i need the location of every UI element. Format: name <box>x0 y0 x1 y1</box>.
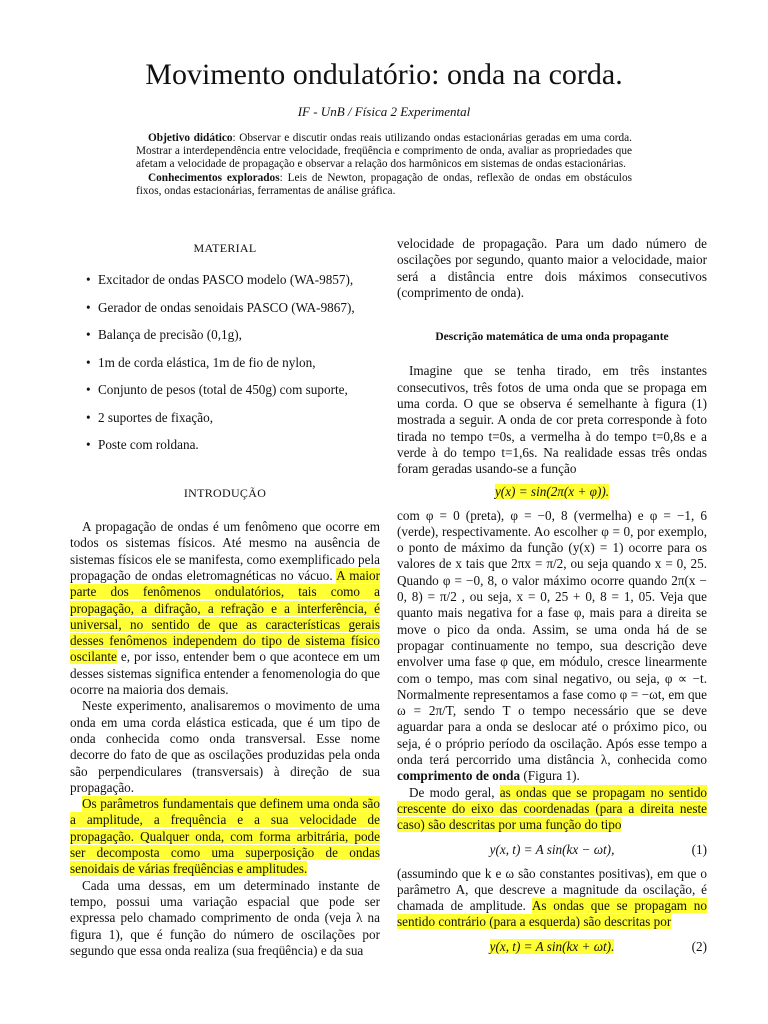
subsection-heading: Descrição matemática de uma onda propagante <box>435 331 669 344</box>
math-p4-text: (assumindo que k e ω são constantes positivas), em que o parâmetro A, que descreve a magnitude da oscilação, é chamada de amplitude. <box>397 865 707 914</box>
equation-1-text: y(x, t) = A sin(kx − ωt), <box>489 841 615 857</box>
list-item: • Excitador de ondas PASCO modelo (WA-9857), <box>70 272 380 300</box>
objective-paragraph <box>136 132 632 172</box>
math-paragraph-3 <box>397 785 707 834</box>
left-column <box>70 236 380 959</box>
list-item: • Poste com roldana. <box>70 437 380 465</box>
equation-1-number: (1) <box>691 841 707 857</box>
intro-p1-end: e, por isso, entender bem o que acontece em um desses sistemas significa entender a fenomenologia do que ocorre na maioria dos demais. <box>70 649 380 698</box>
math-paragraph-4 <box>397 866 707 931</box>
section-heading-material: MATERIAL <box>193 241 257 255</box>
equation-2-number: (2) <box>691 938 707 954</box>
math-p2-text: com φ = 0 (preta), φ = −0, 8 (vermelha) e φ = −1, 6 (verde), respectivamente. Ao escolher φ = 0, por exemplo, o ponto de máximo da função (y(x) = 1) ocorre para os valores de x tais que 2πx = π/2, ou seja quando x = 0, 25. Quando φ = −0, 8, o valor máximo ocorre quando 2π(x − 0, 8) = π/2 , ou seja, x = 0, 25 + 0, 8 = 1, 05. Veja que quanto mais negativa for a fase φ, mais para a direita se move o pico da onda. Assim, se uma onda há de se propagar continuamente no tempo, sua descrição deve envolver uma fase φ que, em módulo, cresce linearmente com o tempo, mas com sinal negativo, ou seja, φ ∝ −t. Normalmente representamos a fase como φ = −ωt, em que ω = 2π/T, sendo T o tempo necessário que se deve aguardar para a onda se deslocar até o próximo pico, ou seja, é o próprio período da oscilação. Após esse tempo a onda terá percorrido uma distância λ, conhecida como <box>397 507 707 768</box>
abstract <box>136 132 632 198</box>
equation-2 <box>397 937 707 957</box>
list-item: • 2 suportes de fixação, <box>70 410 380 438</box>
material-list <box>70 272 380 465</box>
intro-paragraph-3 <box>70 796 380 877</box>
math-p2-end: (Figura 1). <box>523 768 580 784</box>
list-item: • 1m de corda elástica, 1m de fio de nylon, <box>70 355 380 383</box>
objective-label: Objetivo didático <box>148 132 233 144</box>
intro-paragraph-4: Cada uma dessas, em um determinado instante de tempo, possui uma variação espacial que pode ser expressa pelo chamado comprimento de onda (veja λ na figura 1), que é função do número de oscilações por segundo que essa onda realiza (sua freqüência) e da sua <box>70 877 380 958</box>
right-column <box>397 236 707 957</box>
knowledge-paragraph <box>136 172 632 198</box>
list-item: • Balança de precisão (0,1g), <box>70 327 380 355</box>
intro-p3-highlight: Os parâmetros fundamentais que definem uma onda são a amplitude, a frequência e a sua velocidade de propagação. Qualquer onda, com forma arbitrária, pode ser decomposta como uma superposição de ondas senoidais de várias freqüências e amplitudes. <box>70 796 380 877</box>
term-comprimento-de-onda: comprimento de onda <box>397 768 521 784</box>
equation-2-text: y(x, t) = A sin(kx + ωt). <box>489 938 615 954</box>
math-p3-highlight: as ondas que se propagam no sentido crescente do eixo das coordenadas (para a direita neste caso) são descritas por uma função do tipo <box>397 784 708 833</box>
math-paragraph-2 <box>397 508 707 785</box>
knowledge-label: Conhecimentos explorados <box>148 171 280 184</box>
intro-p1-highlight: A maior parte dos fenômenos ondulatórios, tais como a propagação, a difração, a refração e a interferência, é universal, no sentido de que as características gerais desses fenômenos independem do tipo de sistema físico oscilante <box>70 567 380 665</box>
affiliation: IF - UnB / Física 2 Experimental <box>297 104 471 119</box>
intro-paragraph-2: Neste experimento, analisaremos o movimento de uma onda em uma corda elástica esticada, que é um tipo de onda conhecida como onda transversal. Esse nome decorre do fato de que as oscilações produzidas pela onda são perpendiculares (transversais) à direção de sua propagação. <box>70 698 380 795</box>
objective-text: : Observar e discutir ondas reais utilizando ondas estacionárias geradas em uma corda. Mostrar a interdependência entre velocidade, freqüência e comprimento de onda, avaliar as propriedades que afetam a velocidade de propagação e observar a relação dos harmônicos em sistemas de ondas estacionárias. <box>136 132 632 171</box>
list-item: • Conjunto de pesos (total de 450g) com suporte, <box>70 382 380 410</box>
equation-1 <box>397 840 707 860</box>
section-heading-introducao: INTRODUÇÃO <box>183 485 267 500</box>
math-paragraph-1: Imagine que se tenha tirado, em três instantes consecutivos, três fotos de uma onda que se propaga em uma corda. O que se observa é semelhante à figura (1) mostrada a seguir. A onda de cor preta corresponde à foto tirada no tempo t=0s, a vermelha à do tempo t=0,8s e a verde à do tempo t=1,6s. Na realidade essas três ondas foram geradas usando-se a função <box>397 363 707 477</box>
knowledge-text: : Leis de Newton, propagação de ondas, reflexão de ondas em obstáculos fixos, ondas estacionárias, ferramentas de análise gráfica. <box>136 171 632 197</box>
intro-continuation: velocidade de propagação. Para um dado número de oscilações por segundo, quanto maior a velocidade, maior será a distância entre dois máximos consecutivos (comprimento de onda). <box>397 236 707 300</box>
list-item: • Gerador de ondas senoidais PASCO (WA-9867), <box>70 300 380 328</box>
paper-title: Movimento ondulatório: onda na corda. <box>145 58 623 91</box>
intro-p1-text: A propagação de ondas é um fenômeno que ocorre em todos os sistemas físicos. Até mesmo na ausência de sistemas físicos ele se manifesta, como exemplificado pela propagação de ondas eletromagnéticas no vácuo. <box>70 519 380 583</box>
equation-0 <box>397 482 707 502</box>
math-p4-highlight: As ondas que se propagam no sentido contrário (para a esquerda) são descritas por <box>397 898 707 930</box>
math-p3-text: De modo geral, <box>409 784 495 800</box>
intro-paragraph-1 <box>70 519 380 698</box>
equation-0-text: y(x) = sin(2π(x + φ)). <box>494 483 610 499</box>
